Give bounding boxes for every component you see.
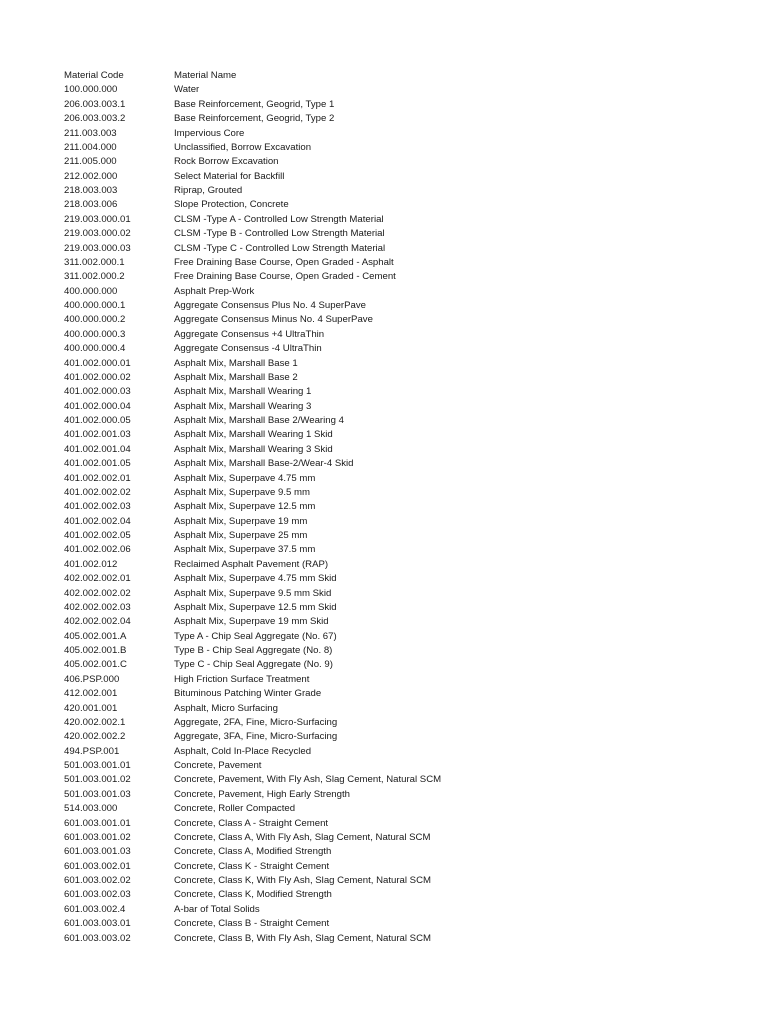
material-name-cell: Asphalt Mix, Superpave 19 mm [174,515,308,527]
table-row [64,558,744,572]
material-code-cell: 401.002.001.05 [64,458,131,470]
material-code-cell: 601.003.002.02 [64,875,131,886]
table-row [64,601,744,615]
table-row [64,170,744,184]
material-code-cell: 401.002.000.05 [64,415,131,426]
material-code-cell: 219.003.000.03 [64,242,131,254]
material-code-cell: 400.000.000.3 [64,328,126,340]
material-name-cell: Type A - Chip Seal Aggregate (No. 67) [174,630,337,642]
material-name-cell: Concrete, Pavement, High Early Strength [174,788,350,800]
material-name-cell: Impervious Core [174,127,245,139]
material-name-cell: Riprap, Grouted [174,185,243,196]
material-name-cell: Asphalt Mix, Superpave 19 mm Skid [174,616,329,628]
material-code-cell: 311.002.000.1 [64,256,125,268]
table-row [64,313,744,327]
material-name-cell: Concrete, Class A, Modified Strength [174,846,332,858]
material-code-cell: 401.002.001.03 [64,429,131,441]
material-name-cell: Free Draining Base Course, Open Graded - Cement [174,271,396,283]
material-code-cell: 400.000.000 [64,285,118,297]
table-row [64,702,744,716]
table-row [64,342,744,356]
material-code-cell: 514.003.000 [64,803,118,815]
table-row [64,256,744,270]
material-code-cell: 601.003.001.02 [64,831,131,843]
material-name-cell: Concrete, Class K - Straight Cement [174,860,330,872]
material-name-cell: Asphalt Mix, Marshall Wearing 1 Skid [174,429,333,441]
table-row [64,500,744,514]
table-row [64,515,744,529]
material-name-cell: Concrete, Class B - Straight Cement [174,918,330,930]
material-name-cell: Asphalt Mix, Superpave 12.5 mm [174,501,316,513]
material-code-cell: 402.002.002.03 [64,601,131,613]
material-name-cell: Type C - Chip Seal Aggregate (No. 9) [174,659,333,671]
table-row [64,400,744,414]
material-name-cell: Asphalt, Cold In-Place Recycled [174,745,312,757]
table-row [64,428,744,442]
material-code-cell: 420.001.001 [64,702,118,714]
material-code-cell: 401.002.002.04 [64,515,131,527]
material-name-cell: Asphalt Mix, Marshall Base 2/Wearing 4 [174,415,344,426]
material-code-cell: 601.003.002.03 [64,889,131,901]
material-name-cell: High Friction Surface Treatment [174,673,310,685]
material-name-cell: Asphalt Mix, Marshall Base 2 [174,371,298,383]
material-name-cell: Aggregate, 3FA, Fine, Micro-Surfacing [174,731,338,743]
material-name-cell: Bituminous Patching Winter Grade [174,688,322,700]
table-row [64,443,744,457]
material-name-cell: Asphalt Mix, Marshall Wearing 3 Skid [174,443,333,455]
table-row [64,486,744,500]
table-row [64,299,744,313]
table-row [64,184,744,198]
material-code-cell: 401.002.000.01 [64,357,131,369]
table-row [64,917,744,931]
table-row [64,385,744,399]
table-row [64,587,744,601]
table-row [64,98,744,112]
material-name-cell: CLSM -Type B - Controlled Low Strength Material [174,228,385,240]
table-row [64,860,744,874]
material-name-cell: Aggregate, 2FA, Fine, Micro-Surfacing [174,716,338,728]
material-code-cell: 501.003.001.03 [64,788,131,800]
header-material-name: Material Name [174,70,237,81]
material-name-cell: Aggregate Consensus -4 UltraThin [174,343,322,355]
table-row [64,457,744,471]
material-name-cell: Aggregate Consensus +4 UltraThin [174,328,325,340]
material-name-cell: Asphalt Mix, Superpave 25 mm [174,530,308,541]
material-code-cell: 405.002.001.C [64,659,127,671]
material-code-cell: 400.000.000.4 [64,343,126,355]
material-name-cell: Asphalt Mix, Superpave 37.5 mm [174,544,316,556]
material-code-cell: 601.003.003.02 [64,932,131,944]
material-name-cell: Concrete, Class B, With Fly Ash, Slag Cement, Natural SCM [174,932,431,944]
material-code-cell: 219.003.000.01 [64,213,131,225]
materials-table [64,69,744,946]
material-name-cell: Free Draining Base Course, Open Graded - Asphalt [174,256,394,268]
table-row [64,888,744,902]
material-code-cell: 401.002.001.04 [64,443,131,455]
table-row [64,112,744,126]
material-name-cell: CLSM -Type C - Controlled Low Strength Material [174,242,386,254]
material-name-cell: Asphalt Mix, Marshall Base-2/Wear-4 Skid [174,458,354,470]
table-row [64,543,744,557]
material-name-cell: Rock Borrow Excavation [174,156,279,168]
material-code-cell: 206.003.003.2 [64,113,126,125]
table-row [64,371,744,385]
material-name-cell: Asphalt Mix, Superpave 12.5 mm Skid [174,601,337,613]
material-name-cell: Concrete, Class A, With Fly Ash, Slag Cement, Natural SCM [174,831,431,843]
material-code-cell: 501.003.001.02 [64,774,131,786]
material-code-cell: 401.002.000.04 [64,400,131,412]
material-name-cell: Asphalt Mix, Superpave 4.75 mm Skid [174,573,337,585]
material-name-cell: Asphalt, Micro Surfacing [174,702,278,714]
material-code-cell: 401.002.000.03 [64,386,131,398]
material-code-cell: 402.002.002.04 [64,616,131,628]
material-code-cell: 211.003.003 [64,127,117,139]
table-row [64,270,744,284]
table-row [64,730,744,744]
material-name-cell: Base Reinforcement, Geogrid, Type 2 [174,113,335,125]
table-row [64,874,744,888]
material-name-cell: Reclaimed Asphalt Pavement (RAP) [174,558,329,570]
material-name-cell: Asphalt Mix, Superpave 9.5 mm Skid [174,587,332,599]
material-code-cell: 218.003.006 [64,199,118,211]
table-row [64,903,744,917]
material-code-cell: 100.000.000 [64,84,118,96]
material-code-cell: 401.002.000.02 [64,371,131,383]
material-name-cell: Asphalt Mix, Superpave 9.5 mm [174,486,310,498]
table-row [64,127,744,141]
material-name-cell: Concrete, Class K, With Fly Ash, Slag Cement, Natural SCM [174,875,431,886]
material-name-cell: Asphalt Mix, Superpave 4.75 mm [174,472,316,484]
material-name-cell: Water [174,84,200,96]
table-row [64,83,744,97]
material-code-cell: 211.005.000 [64,156,117,168]
table-header-row [64,69,744,83]
table-row [64,198,744,212]
table-row [64,529,744,543]
material-code-cell: 401.002.012 [64,558,118,570]
table-row [64,227,744,241]
table-row [64,759,744,773]
table-row [64,644,744,658]
material-code-cell: 401.002.002.03 [64,501,131,513]
table-row [64,658,744,672]
material-name-cell: Concrete, Class A - Straight Cement [174,817,329,829]
material-name-cell: Type B - Chip Seal Aggregate (No. 8) [174,645,333,656]
table-row [64,572,744,586]
material-name-cell: Slope Protection, Concrete [174,199,289,211]
table-row [64,155,744,169]
material-code-cell: 601.003.002.4 [64,903,126,915]
material-code-cell: 219.003.000.02 [64,228,131,240]
table-row [64,615,744,629]
table-row [64,845,744,859]
table-row [64,285,744,299]
material-code-cell: 401.002.002.06 [64,544,131,556]
table-row [64,716,744,730]
table-row [64,213,744,227]
material-code-cell: 406.PSP.000 [64,673,120,685]
table-row [64,773,744,787]
material-code-cell: 206.003.003.1 [64,98,126,110]
material-code-cell: 400.000.000.1 [64,300,126,311]
material-name-cell: Concrete, Pavement, With Fly Ash, Slag Cement, Natural SCM [174,774,442,786]
table-row [64,414,744,428]
material-code-cell: 402.002.002.02 [64,587,131,599]
material-code-cell: 401.002.002.01 [64,472,131,484]
material-code-cell: 601.003.001.01 [64,817,131,829]
material-code-cell: 420.002.002.1 [64,716,126,728]
material-name-cell: Asphalt Mix, Marshall Wearing 3 [174,400,312,412]
material-name-cell: A-bar of Total Solids [174,903,260,915]
table-row [64,357,744,371]
material-code-cell: 420.002.002.2 [64,731,126,743]
table-row [64,817,744,831]
material-name-cell: Concrete, Pavement [174,760,262,771]
material-name-cell: Concrete, Roller Compacted [174,803,296,815]
material-code-cell: 412.002.001 [64,688,118,700]
material-code-cell: 218.003.003 [64,185,118,196]
material-code-cell: 211.004.000 [64,141,117,153]
table-row [64,745,744,759]
material-code-cell: 405.002.001.A [64,630,127,642]
table-row [64,141,744,155]
material-code-cell: 212.002.000 [64,170,118,182]
material-code-cell: 401.002.002.02 [64,486,131,498]
material-name-cell: Asphalt Mix, Marshall Wearing 1 [174,386,312,398]
table-row [64,687,744,701]
material-name-cell: Aggregate Consensus Plus No. 4 SuperPave [174,300,366,311]
material-code-cell: 401.002.002.05 [64,530,131,541]
material-name-cell: Concrete, Class K, Modified Strength [174,889,332,901]
material-name-cell: Aggregate Consensus Minus No. 4 SuperPave [174,314,373,326]
material-code-cell: 311.002.000.2 [64,271,125,283]
table-row [64,472,744,486]
header-material-code: Material Code [64,70,124,81]
material-code-cell: 601.003.001.03 [64,846,131,858]
table-row [64,328,744,342]
material-name-cell: Unclassified, Borrow Excavation [174,141,312,153]
material-name-cell: Asphalt Mix, Marshall Base 1 [174,357,298,369]
table-row [64,630,744,644]
table-row [64,802,744,816]
material-code-cell: 601.003.002.01 [64,860,131,872]
material-name-cell: Asphalt Prep-Work [174,285,255,297]
material-name-cell: Select Material for Backfill [174,170,285,182]
material-code-cell: 494.PSP.001 [64,745,120,757]
table-row [64,788,744,802]
material-code-cell: 405.002.001.B [64,645,127,656]
material-name-cell: CLSM -Type A - Controlled Low Strength Material [174,213,384,225]
material-code-cell: 400.000.000.2 [64,314,126,326]
table-row [64,673,744,687]
material-name-cell: Base Reinforcement, Geogrid, Type 1 [174,98,335,110]
material-code-cell: 402.002.002.01 [64,573,131,585]
material-code-cell: 601.003.003.01 [64,918,131,930]
table-row [64,242,744,256]
table-row [64,831,744,845]
table-row [64,932,744,946]
material-code-cell: 501.003.001.01 [64,760,131,771]
table-body [64,83,744,946]
